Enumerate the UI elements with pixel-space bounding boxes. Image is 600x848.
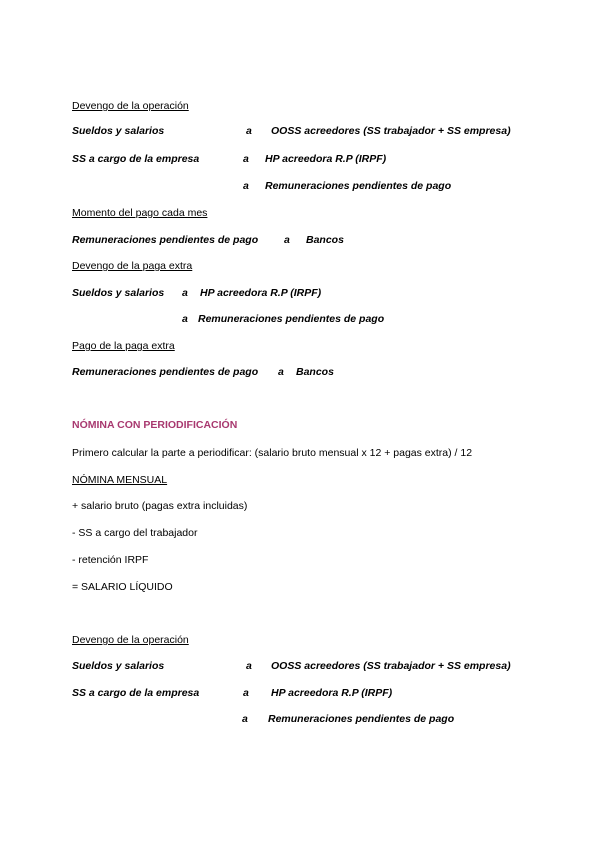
journal-entry-row bbox=[0, 660, 600, 673]
heading-devengo-paga-extra: Devengo de la paga extra bbox=[72, 260, 193, 272]
list-item: = SALARIO LÍQUIDO bbox=[72, 581, 173, 593]
credit-account: Remuneraciones pendientes de pago bbox=[265, 180, 452, 192]
credit-account: Bancos bbox=[296, 366, 334, 378]
entry-connector: a bbox=[182, 313, 188, 325]
debit-account: Sueldos y salarios bbox=[72, 660, 165, 672]
entry-connector: a bbox=[243, 180, 249, 192]
entry-connector: a bbox=[278, 366, 284, 378]
credit-account: HP acreedora R.P (IRPF) bbox=[271, 687, 393, 699]
credit-account: Bancos bbox=[306, 234, 344, 246]
heading-devengo-operacion: Devengo de la operación bbox=[72, 634, 189, 646]
entry-connector: a bbox=[242, 713, 248, 725]
journal-entry-row bbox=[0, 125, 600, 138]
credit-account: Remuneraciones pendientes de pago bbox=[268, 713, 455, 725]
entry-connector: a bbox=[182, 287, 188, 299]
credit-account: OOSS acreedores (SS trabajador + SS empresa) bbox=[271, 125, 511, 137]
debit-account: Sueldos y salarios bbox=[72, 125, 165, 137]
intro-text: Primero calcular la parte a periodificar: (salario bruto mensual x 12 + pagas extra) / 12 bbox=[72, 447, 473, 459]
entry-connector: a bbox=[246, 125, 252, 137]
heading-momento-pago: Momento del pago cada mes bbox=[72, 207, 208, 219]
journal-entry-row bbox=[0, 287, 600, 300]
debit-account: SS a cargo de la empresa bbox=[72, 687, 200, 699]
section-title-nomina-periodificacion: NÓMINA CON PERIODIFICACIÓN bbox=[72, 419, 238, 431]
entry-connector: a bbox=[246, 660, 252, 672]
journal-entry-row bbox=[0, 180, 600, 193]
heading-pago-paga-extra: Pago de la paga extra bbox=[72, 340, 175, 352]
debit-account: Remuneraciones pendientes de pago bbox=[72, 366, 259, 378]
debit-account: Sueldos y salarios bbox=[72, 287, 165, 299]
debit-account: Remuneraciones pendientes de pago bbox=[72, 234, 259, 246]
credit-account: OOSS acreedores (SS trabajador + SS empresa) bbox=[271, 660, 511, 672]
journal-entry-row bbox=[0, 153, 600, 166]
subheading-nomina-mensual: NÓMINA MENSUAL bbox=[72, 474, 168, 486]
heading-devengo-operacion: Devengo de la operación bbox=[72, 100, 189, 112]
entry-connector: a bbox=[243, 687, 249, 699]
list-item: - retención IRPF bbox=[72, 554, 149, 566]
credit-account: HP acreedora R.P (IRPF) bbox=[200, 287, 322, 299]
list-item: - SS a cargo del trabajador bbox=[72, 527, 198, 539]
entry-connector: a bbox=[284, 234, 290, 246]
entry-connector: a bbox=[243, 153, 249, 165]
journal-entry-row bbox=[0, 687, 600, 700]
credit-account: HP acreedora R.P (IRPF) bbox=[265, 153, 387, 165]
credit-account: Remuneraciones pendientes de pago bbox=[198, 313, 385, 325]
journal-entry-row bbox=[0, 234, 600, 247]
debit-account: SS a cargo de la empresa bbox=[72, 153, 200, 165]
list-item: + salario bruto (pagas extra incluidas) bbox=[72, 500, 248, 512]
journal-entry-row bbox=[0, 713, 600, 726]
journal-entry-row bbox=[0, 366, 600, 379]
journal-entry-row bbox=[0, 313, 600, 326]
